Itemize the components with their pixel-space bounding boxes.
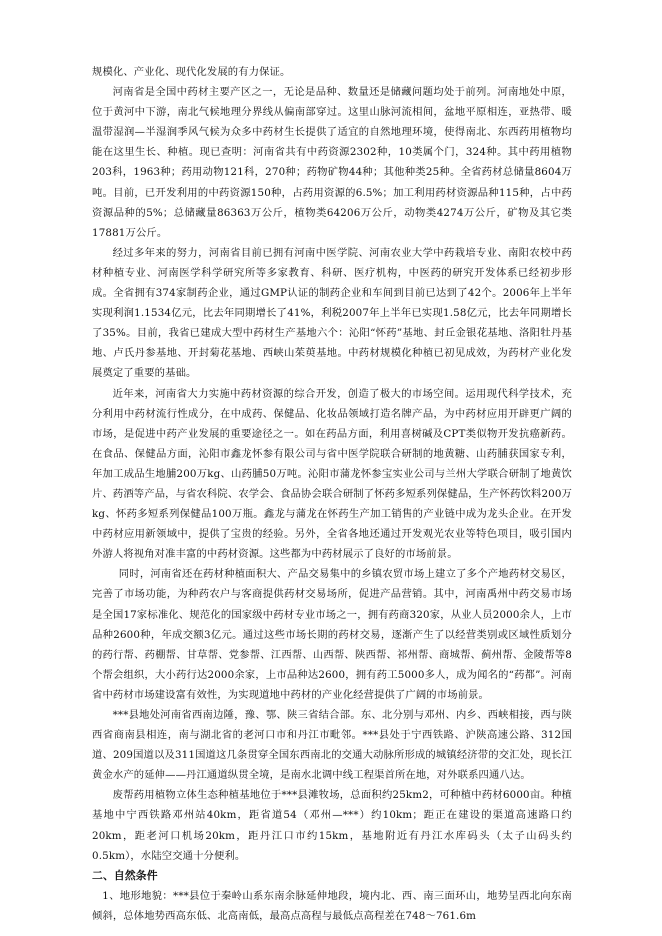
paragraph-planting-base: 废帮药用植物立体生态种植基地位于***县滩牧场，总面积约25km2，可种植中药材6000亩。种植基地中宁西铁路邓州站40km，距省道54（邓州—***）约10km；距正在建设的渠道高速路口约20km，距老河口机场20km，距丹江口市约15km，基地附近有丹江水库码头（太子山码头约0.5km），水陆空交通十分便利。 — [92, 789, 572, 862]
paragraph-intro-end: 规模化、产业化、现代化发展的有力保证。 — [92, 66, 291, 78]
paragraph-terrain: 1、地形地貌：***县位于秦岭山系东南余脉延伸地段，境内北、西、南三面环山，地势呈西北向东南倾斜，总体地势西高东低、北高南低，最高点高程与最低点高程差在748～761.6m — [92, 889, 572, 922]
paragraph-county-location: ***县地处河南省西南边陲，豫、鄂、陕三省结合部。东、北分别与邓州、内乡、西峡相接，西与陕西省商南县相连，南与湖北省的老河口市和丹江市毗邻。***县处于宁西铁路、沪陕高速公路、312国道、209国道以及311国道这几条贯穿全国东西南北的交通大动脉所形成的城镇经济带的交汇处，现长江黄金水产的延伸——丹江通道纵贯全境，是南水北调中线工程渠首所在地，对外联系四通八达。 — [92, 709, 572, 782]
document-body — [92, 62, 572, 926]
paragraph-market-development: 近年来，河南省大力实施中药材资源的综合开发，创造了极大的市场空间。运用现代科学技术，充分利用中药材流行性成分，在中成药、保健品、化妆品领域打造名牌产品，为中药材应用开辟更广阔的市场，是促进中药产业发展的重要途径之一。如在药品方面，利用喜树碱及CPT类似物开发抗癌新药。在食品、保健品方面，沁阳市鑫龙怀参有限公司与省中医学院联合研制的地黄糖、山药脯获国家专利，年加工成品生地脯200万kg、山药脯50万吨。沁阳市蒲龙怀参宝实业公司与兰州大学联合研制了地黄饮片、药酒等产品，与省农科院、农学会、食品协会联合研制了怀药多短系列保健品，生产怀药饮料200万kg、怀药多短系列保健品100万瓶。鑫龙与蒲龙在怀药生产加工销售的产业链中成为龙头企业。在开发中药材应用新领域中，提供了宝贵的经验。另外，全省各地还通过开发观光农业等特色项目，吸引国内外游人将视角对准丰富的中药材资源。这些都为中药材展示了良好的市场前景。 — [92, 387, 572, 561]
paragraph-research-industry: 经过多年来的努力，河南省目前已拥有河南中医学院、河南农业大学中药栽培专业、南阳农校中药材种植专业、河南医学科学研究所等多家教育、科研、医疗机构，中医药的研究开发体系已经初步形成。全省拥有374家制药企业，通过GMP认证的制药企业和车间到目前已达到了42个。2006年上半年实现利润1.1534亿元，比去年同期增长了41%，利税2007年上半年已实现1.58亿元，比去年同期增长了35%。目前，我省已建成大型中药材生产基地六个：沁阳“怀药”基地、封丘金银花基地、洛阳牡丹基地、卢氏丹参基地、开封菊花基地、西峡山茱萸基地。中药材规模化种植已初见成效，为药材产业化发展奠定了重要的基础。 — [92, 246, 572, 380]
paragraph-trading-markets: 同时，河南省还在药材种植面积大、产品交易集中的乡镇农贸市场上建立了多个产地药材交易区，完善了市场功能，为种药农户与客商提供药材交易场所，促进产品营销。其中，河南禹州中药交易市场是全国17家标准化、规范化的国家级中药材专业市场之一，拥有药商320家，从业人员2000余人，上市品种2600种，年成交额3亿元。通过这些市场长期的药材交易，逐渐产生了以经营类别或区域性质划分的药行帮、药棚帮、甘草帮、党参帮、江西帮、山西帮、陕西帮、祁州帮、商城帮、蓟州帮、金陵帮等8个帮会组织，大小药行达2000余家，上市品种达2600，拥有药工5000多人，成为闻名的“药都”。河南省中药材市场建设富有效性，为实现道地中药材的产业化经营提供了广阔的市场前景。 — [92, 568, 572, 701]
paragraph-henan-resources: 河南省是全国中药材主要产区之一，无论是品种、数量还是储藏问题均处于前列。河南地处中原，位于黄河中下游，南北气候地理分界线从偏南部穿过。这里山脉河流相间，盆地平原相连，亚热带、暖温带湿润—半湿润季风气候为众多中药材生长提供了适宜的自然地理环境，使得南北、东西药用植物均能在这里生长、种植。现已查明：河南省共有中药资源2302种，10类属个门，324种。其中药用植物203科，1963种；药用动物121科，270种；药物矿物44种；其他种类25种。全省药材总储量8604万吨。目前，已开发利用的中药资源150种，占药用资源的6.5%；加工利用药材资源品种115种，占中药资源品种的5%；总储藏量86363万公斤，植物类64206万公斤，动物类4274万公斤，矿物及其它类17881万公斤。 — [92, 86, 572, 239]
section-heading-natural-conditions: 二、自然条件 — [92, 868, 158, 882]
